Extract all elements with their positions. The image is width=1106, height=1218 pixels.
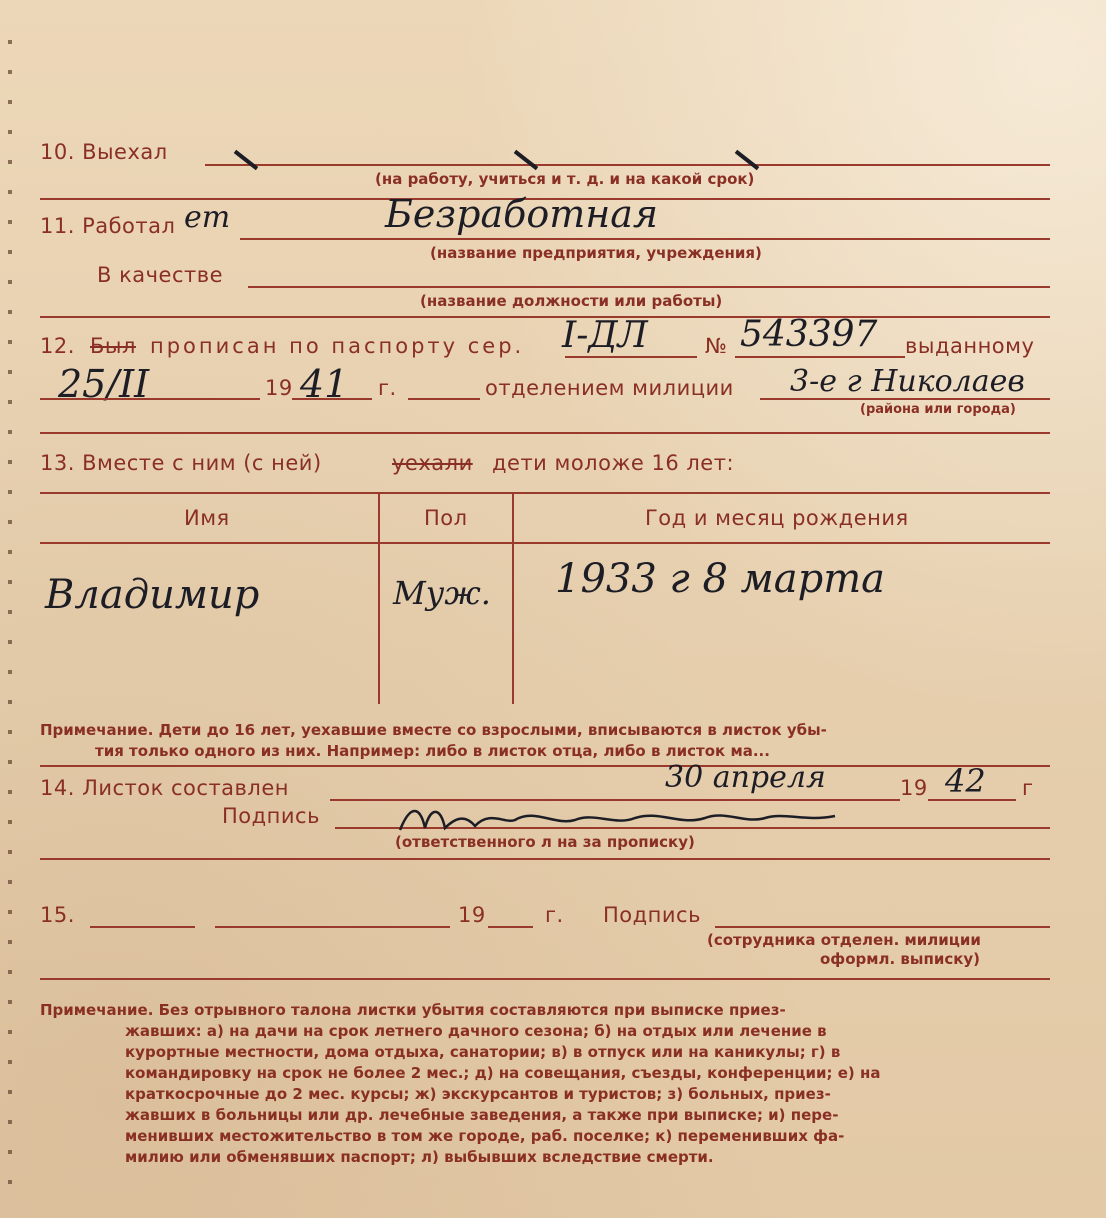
- passport-series: I-ДЛ: [562, 315, 648, 356]
- issue-date: 25/II: [58, 362, 150, 406]
- item15-year-prefix: 19: [458, 903, 486, 927]
- note2-line: командировку на срок не более 2 мес.; д) на совещания, съезды, конференции; е) на: [125, 1064, 881, 1082]
- note2-line: менивших местожительство в том же городе, раб. поселке; к) переменивших фа-: [125, 1127, 845, 1145]
- section-divider: [40, 765, 1050, 767]
- item14-sign-label: Подпись: [222, 804, 320, 828]
- table-column-divider: [378, 494, 380, 704]
- note2-line: жавших: а) на дачи на срок летнего дачного сезона; б) на отдых или лечение в: [125, 1022, 827, 1040]
- item15-hint1: (сотрудника отделен. милиции: [707, 931, 981, 949]
- item15-year-line: [488, 926, 533, 928]
- police-office-label: отделением милиции: [485, 376, 734, 400]
- passport-number: 543397: [740, 314, 878, 355]
- section-divider: [40, 858, 1050, 860]
- position-line: [248, 286, 1050, 288]
- item10-dash-mark: [234, 150, 259, 170]
- item10-dash-mark: [735, 150, 760, 170]
- item11-hint: (название предприятия, учреждения): [430, 244, 762, 262]
- child-sex: Муж.: [393, 574, 491, 612]
- section-divider: [40, 978, 1050, 980]
- note2-line: курортные местности, дома отдыха, санатории; в) в отпуск или на каникулы; г) в: [125, 1043, 841, 1061]
- perforation-edge: [8, 40, 12, 1200]
- item14-date: 30 апреля: [665, 760, 826, 795]
- issue-year: 41: [300, 362, 349, 406]
- item14-year: 42: [945, 762, 986, 800]
- table-header-birth: Год и месяц рождения: [645, 506, 909, 530]
- item15-sign-label: Подпись: [603, 903, 701, 927]
- item15-day-line: [90, 926, 195, 928]
- item10-line: [205, 164, 1050, 166]
- police-office-hint: (района или города): [860, 402, 1016, 417]
- item14-year-prefix: 19: [900, 776, 928, 800]
- item12-number: 12.: [40, 334, 75, 358]
- child-name: Владимир: [45, 572, 260, 618]
- item14-year-suffix: г: [1022, 776, 1034, 800]
- note2-line: краткосрочные до 2 мес. курсы; ж) экскурсантов и туристов; з) больных, приез-: [125, 1085, 831, 1103]
- item11-label-suffix: ет: [184, 200, 231, 235]
- item13-text-b: дети моложе 16 лет:: [492, 451, 735, 475]
- table-top-border: [40, 492, 1050, 494]
- table-header-name: Имя: [184, 506, 230, 530]
- item11-workplace-value: Безработная: [385, 192, 659, 236]
- item15-sign-line: [715, 926, 1050, 928]
- number-sign: №: [705, 334, 728, 358]
- note1-line2: тия только одного из них. Например: либо в листок отца, либо в листок ма...: [95, 742, 770, 760]
- note2-line: жавших в больницы или др. лечебные заведения, а также при выписке; и) пере-: [125, 1106, 839, 1124]
- item13-struck-word: уехали: [392, 451, 473, 475]
- item12-struck-word: Был: [90, 334, 136, 358]
- year-prefix: 19: [265, 376, 293, 400]
- series-line: [565, 356, 697, 358]
- issue-date-line: [40, 398, 260, 400]
- item10-hint: (на работу, учиться и т. д. и на какой срок): [375, 170, 755, 188]
- item10-dash-mark: [514, 150, 539, 170]
- item15-label: 15.: [40, 903, 75, 927]
- filler-line: [408, 398, 480, 400]
- item13-text-a: 13. Вместе с ним (с ней): [40, 451, 322, 475]
- section-divider: [40, 432, 1050, 434]
- position-hint: (название должности или работы): [420, 292, 723, 310]
- child-birth: 1933 г 8 марта: [555, 556, 885, 602]
- year-suffix: г.: [378, 376, 397, 400]
- passport-number-line: [735, 356, 905, 358]
- item11-label: 11. Работал: [40, 214, 176, 238]
- section-divider: [40, 316, 1050, 318]
- police-office-value: 3-е г Николаев: [790, 364, 1025, 399]
- item12-text: прописан по паспорту сер.: [150, 334, 525, 358]
- note2-line: милию или обменявших паспорт; л) выбывших вследствие смерти.: [125, 1148, 714, 1166]
- item10-label: 10. Выехал: [40, 140, 168, 164]
- item15-year-suffix: г.: [545, 903, 564, 927]
- issued-label: выданному: [905, 334, 1035, 358]
- position-label: В качестве: [97, 263, 224, 287]
- item15-month-line: [215, 926, 450, 928]
- note1-line1: Примечание. Дети до 16 лет, уехавшие вместе со взрослыми, вписываются в листок убы-: [40, 721, 827, 739]
- table-header-border: [40, 542, 1050, 544]
- item14-sign-hint: (ответственного л на за прописку): [395, 833, 695, 851]
- table-header-sex: Пол: [424, 506, 468, 530]
- note2-line: Примечание. Без отрывного талона листки убытия составляются при выписке приез-: [40, 1001, 786, 1019]
- item15-hint2: оформл. выписку): [820, 950, 981, 968]
- item14-label: 14. Листок составлен: [40, 776, 289, 800]
- table-column-divider: [512, 494, 514, 704]
- item11-line: [240, 238, 1050, 240]
